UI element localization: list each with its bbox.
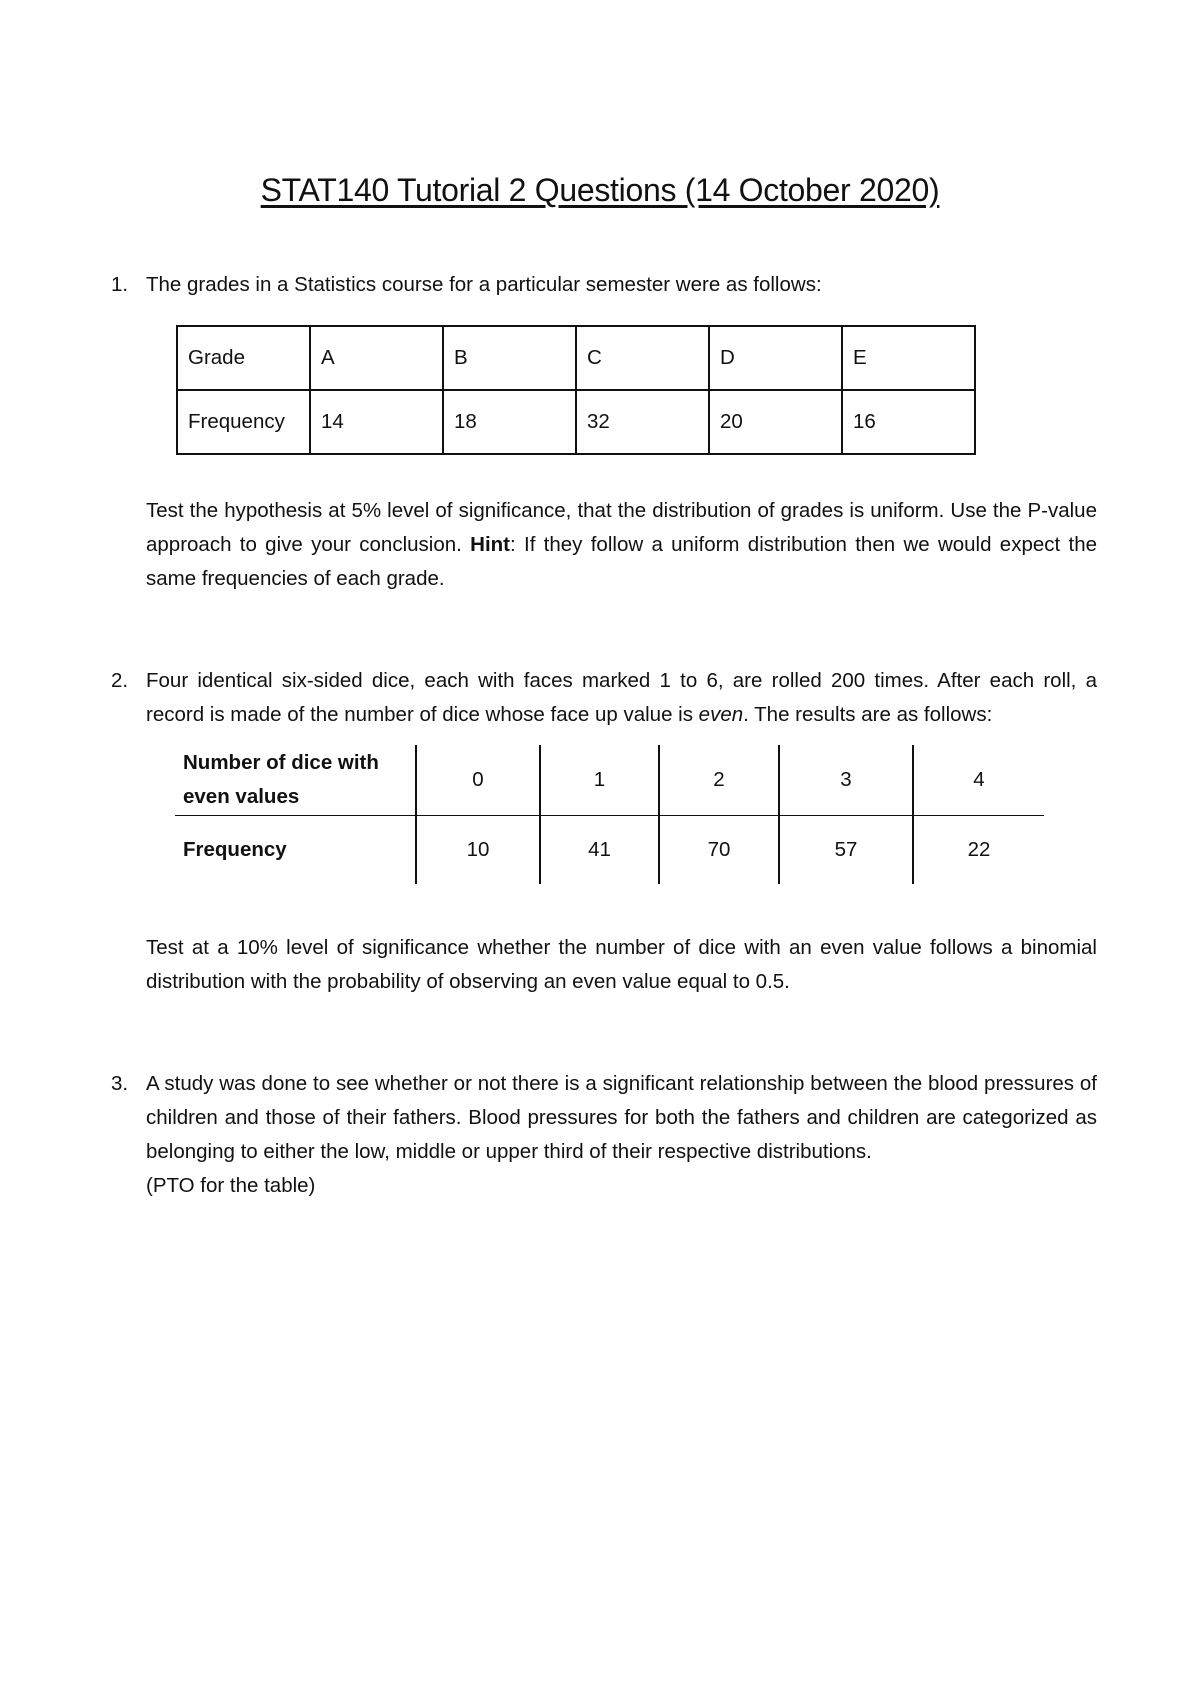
question-1 [111,268,1097,302]
row-label-grade: Grade [177,326,310,390]
grade-cell: A [310,326,443,390]
question-2-intro [146,664,1097,732]
value-cell: 2 [659,745,779,816]
table-row [177,390,975,454]
frequency-cell: 22 [913,816,1044,885]
row-label-frequency: Frequency [183,838,287,861]
question-2 [111,664,1097,732]
value-cell: 1 [540,745,659,816]
grade-cell: C [576,326,709,390]
frequency-cell: 20 [709,390,842,454]
frequency-cell: 16 [842,390,975,454]
table-row [175,816,1044,885]
frequency-cell: 18 [443,390,576,454]
value-cell: 4 [913,745,1044,816]
frequency-cell: 10 [416,816,540,885]
frequency-cell: 70 [659,816,779,885]
question-1-intro: The grades in a Statistics course for a particular semester were as follows: [146,273,822,296]
grades-table [176,325,976,455]
table-row [175,745,1044,816]
hint-label: Hint [470,533,510,556]
even-word: even [698,703,744,726]
row-label-frequency: Frequency [177,390,310,454]
question-2-text: Test at a 10% level of significance whether the number of dice with an even value follows a binomial distribution with the probability of observing an even value equal to 0.5. [146,936,1097,993]
dice-table [175,745,1044,884]
grade-cell: E [842,326,975,390]
hint-text: : If they follow a uniform distribution then we would expect the same frequencies of each grade. [146,533,1098,590]
label-line: Number of dice with [183,751,379,774]
question-2-intro-end: . The results are as follows: [743,703,993,726]
frequency-cell: 41 [540,816,659,885]
question-3-text: A study was done to see whether or not there is a significant relationship between the blood pressures of children and those of their fathers. Blood pressures for both the fathers and children are categorized as belonging to either the low, middle or upper third of their respective distributions. [146,1072,1097,1163]
grade-cell: D [709,326,842,390]
frequency-cell: 14 [310,390,443,454]
row-label-even-values [175,745,416,816]
question-2-task [111,931,1097,999]
question-1-text [146,494,1097,596]
value-cell: 3 [779,745,913,816]
frequency-cell: 57 [779,816,913,885]
question-number: 2. [111,669,129,692]
question-2-intro-main: Four identical six-sided dice, each with faces marked 1 to 6, are rolled 200 times. After each roll, a record is made of the number of dice whose face up value is [146,669,1097,726]
question-number: 3. [111,1072,129,1095]
question-1-text-main: Test the hypothesis at 5% level of significance, that the distribution of grades is uniform. Use the P-value approach to give your conclusion. [146,499,1097,556]
value-cell: 0 [416,745,540,816]
page-title: STAT140 Tutorial 2 Questions (14 October 2020) [260,172,940,208]
frequency-cell: 32 [576,390,709,454]
question-3 [111,1067,1097,1203]
grade-cell: B [443,326,576,390]
label-line: even values [183,785,300,808]
question-number: 1. [111,273,129,296]
table-row [177,326,975,390]
pto-note: (PTO for the table) [146,1174,316,1197]
question-1-task [111,494,1097,596]
